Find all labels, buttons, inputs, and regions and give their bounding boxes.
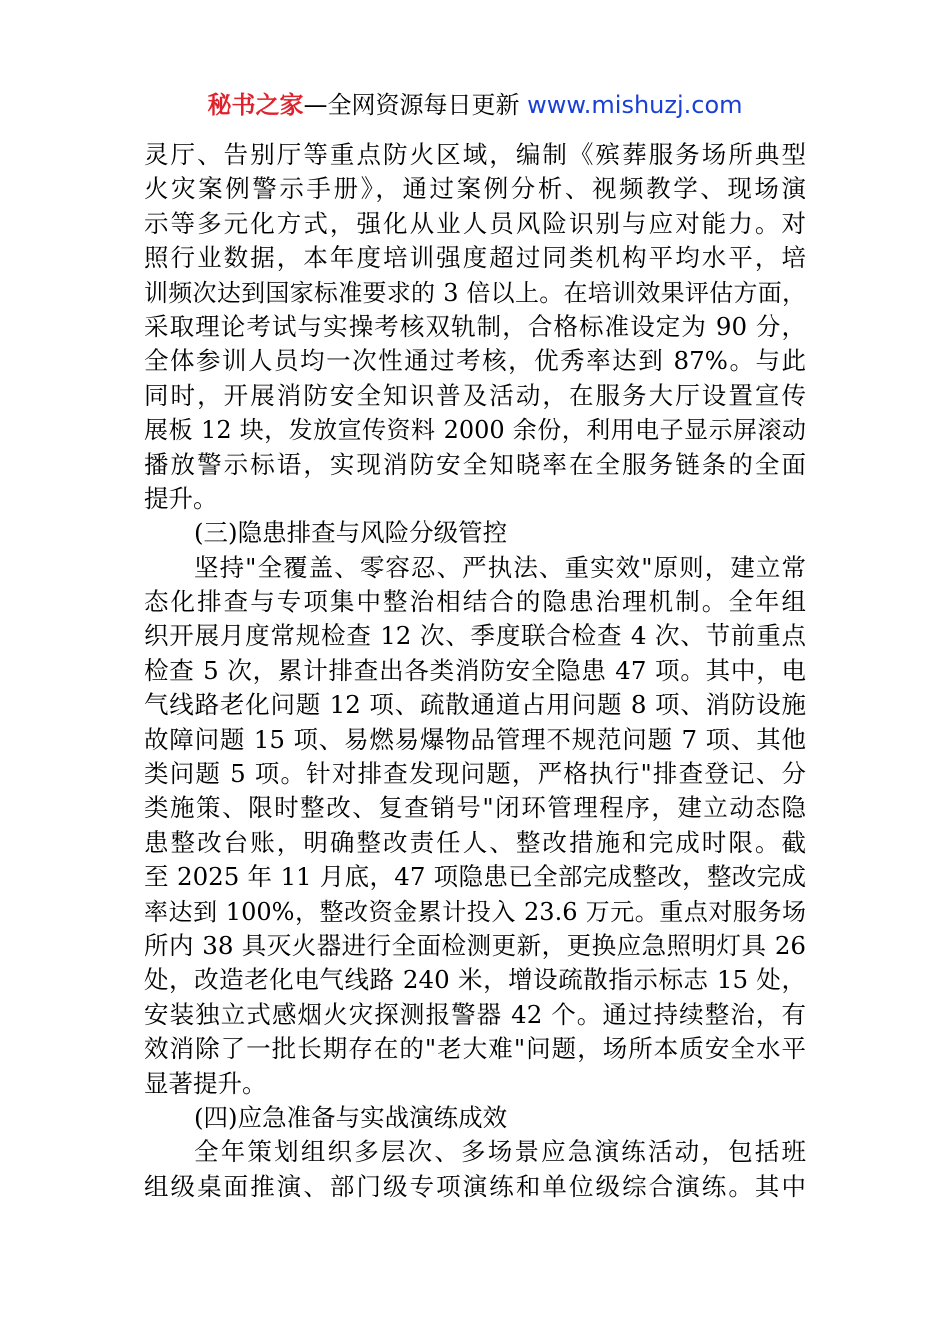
text-line: 示等多元化方式，强化从业人员风险识别与应对能力。对 (144, 208, 806, 238)
site-header (0, 88, 950, 122)
text-line: 率达到 100%，整改资金累计投入 23.6 万元。重点对服务场 (144, 897, 806, 926)
text-line: 播放警示标语，实现消防安全知晓率在全服务链条的全面 (144, 449, 806, 479)
text-line: 显著提升。 (144, 1068, 267, 1098)
text-line: 故障问题 15 项、易燃易爆物品管理不规范问题 7 项、其他 (144, 724, 806, 754)
site-url[interactable]: www.mishuzj.com (527, 91, 743, 119)
text-line: 气线路老化问题 12 项、疏散通道占用问题 8 项、消防设施 (144, 690, 806, 720)
text-line: 灵厅、告别厅等重点防火区域，编制《殡葬服务场所典型 (144, 140, 806, 169)
text-line: 类施策、限时整改、复查销号"闭环管理程序，建立动态隐 (144, 793, 806, 823)
text-line: 检查 5 次，累计排查出各类消防安全隐患 47 项。其中，电 (144, 655, 806, 685)
text-line: 展板 12 块，发放宣传资料 2000 余份，利用电子显示屏滚动 (144, 416, 806, 445)
text-line: 全体参训人员均一次性通过考核，优秀率达到 87%。与此 (144, 346, 806, 376)
text-line: 训频次达到国家标准要求的 3 倍以上。在培训效果评估方面， (144, 278, 806, 307)
text-line: 织开展月度常规检查 12 次、季度联合检查 4 次、节前重点 (144, 621, 806, 651)
text-line: 提升。 (144, 483, 218, 513)
text-line: 组级桌面推演、部门级专项演练和单位级综合演练。其中 (144, 1171, 806, 1201)
site-tagline: —全网资源每日更新 (303, 91, 528, 119)
site-brand: 秘书之家 (207, 91, 304, 119)
text-line: 火灾案例警示手册》，通过案例分析、视频教学、现场演 (144, 174, 806, 204)
text-line: 坚持"全覆盖、零容忍、严执法、重实效"原则，建立常 (194, 552, 806, 582)
text-line: 采取理论考试与实操考核双轨制，合格标准设定为 90 分， (144, 311, 806, 341)
text-line: 态化排查与专项集中整治相结合的隐患治理机制。全年组 (144, 587, 806, 617)
text-line: 全年策划组织多层次、多场景应急演练活动，包括班 (194, 1137, 806, 1167)
text-line: 安装独立式感烟火灾探测报警器 42 个。通过持续整治，有 (144, 999, 806, 1029)
text-line: 照行业数据，本年度培训强度超过同类机构平均水平，培 (144, 243, 806, 273)
section-heading: (三)隐患排查与风险分级管控 (194, 518, 508, 548)
text-line: 至 2025 年 11 月底，47 项隐患已全部完成整改，整改完成 (144, 862, 806, 892)
text-line: 患整改台账，明确整改责任人、整改措施和完成时限。截 (144, 827, 806, 857)
section-heading: (四)应急准备与实战演练成效 (194, 1102, 508, 1132)
text-line: 所内 38 具灭火器进行全面检测更新，更换应急照明灯具 26 (144, 930, 806, 960)
text-line: 同时，开展消防安全知识普及活动，在服务大厅设置宣传 (144, 380, 806, 410)
text-line: 类问题 5 项。针对排查发现问题，严格执行"排查登记、分 (144, 759, 806, 789)
text-line: 处，改造老化电气线路 240 米，增设疏散指示标志 15 处， (144, 965, 806, 995)
text-line: 效消除了一批长期存在的"老大难"问题，场所本质安全水平 (144, 1034, 806, 1064)
document-body (144, 138, 806, 1204)
